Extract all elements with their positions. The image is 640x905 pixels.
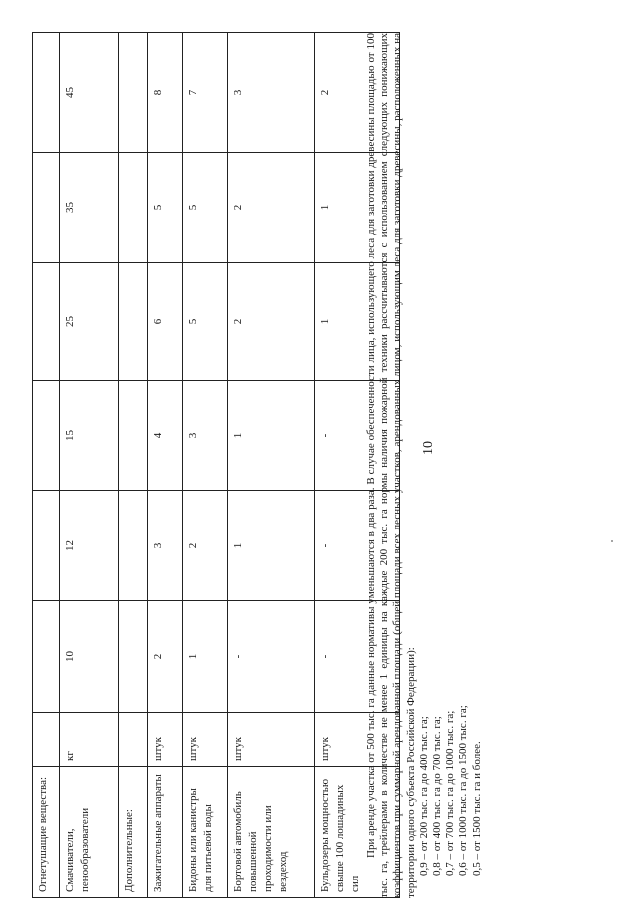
value-cell <box>119 601 148 713</box>
item-name: Зажигательные аппараты <box>148 767 183 898</box>
item-name: Бульдозеры мощностью свыше 100 лошадиных сил <box>315 767 400 898</box>
coefficient-item: 0,8 – от 400 тыс. га до 700 тыс. га; <box>431 716 444 876</box>
fire-equipment-table <box>32 32 400 898</box>
coefficient-list <box>418 33 484 898</box>
value-cell: 5 <box>183 263 228 381</box>
table-row <box>228 33 315 898</box>
value-cell: 12 <box>60 491 119 601</box>
unit-cell: штук <box>315 713 400 767</box>
value-cell: - <box>228 601 315 713</box>
value-cell: 15 <box>60 381 119 491</box>
coefficient-item: 0,7 – от 700 тыс. га до 1000 тыс. га; <box>444 710 457 876</box>
coefficient-item: 0,9 – от 200 тыс. га до 400 тыс. га; <box>417 716 430 876</box>
value-cell: 45 <box>60 33 119 153</box>
value-cell: 1 <box>228 491 315 601</box>
unit-cell: кг <box>60 713 119 767</box>
page-number: 10 <box>421 441 436 455</box>
note-paragraph: При аренде участка от 500 тыс. га данные нормативы уменьшаются в два раза. В случае обеспеченности лица, использующего леса для заготовки древесины площадью от 100 тыс. га, трейлерами в количестве не менее 1 единицы на каждые 200 тыс. га нормы наличия пожарной техники рассчитываются с использованием следующих понижающих коэффициентов при суммарной арендованной площади (общей площади всех лесных участков, арендованных лицом, использующим леса для заготовки древесины, расположенных на территории одного субъекта Российской Федерации): <box>365 33 417 898</box>
rotated-page-content <box>32 33 483 898</box>
value-cell <box>119 263 148 381</box>
value-cell: - <box>315 381 400 491</box>
value-cell: - <box>315 601 400 713</box>
value-cell: 2 <box>183 491 228 601</box>
coefficient-item: 0,6 – от 1000 тыс. га до 1500 тыс. га; <box>457 705 470 876</box>
section-label: Огнетушащие вещества: <box>33 767 60 898</box>
coefficient-item: 0,5 – от 1500 тыс. га и более. <box>470 741 483 876</box>
value-cell: 3 <box>148 491 183 601</box>
value-cell <box>119 381 148 491</box>
value-cell: 1 <box>315 263 400 381</box>
value-cell: 3 <box>183 381 228 491</box>
value-cell: 7 <box>183 33 228 153</box>
unit-cell <box>33 713 60 767</box>
section-label: Дополнительные: <box>119 767 148 898</box>
value-cell: 3 <box>228 33 315 153</box>
value-cell <box>119 491 148 601</box>
item-name: Бидоны или канистры для питьевой воды <box>183 767 228 898</box>
value-cell: 5 <box>183 153 228 263</box>
value-cell: 2 <box>148 601 183 713</box>
item-name: Смачиватели, пенообразователи <box>60 767 119 898</box>
value-cell: 4 <box>148 381 183 491</box>
table-body <box>33 33 400 898</box>
value-cell: 2 <box>228 263 315 381</box>
value-cell: 6 <box>148 263 183 381</box>
value-cell <box>33 491 60 601</box>
value-cell <box>33 33 60 153</box>
value-cell <box>33 381 60 491</box>
value-cell: - <box>315 491 400 601</box>
scan-speck <box>611 540 613 542</box>
value-cell <box>119 153 148 263</box>
value-cell <box>119 33 148 153</box>
table-note <box>365 33 484 898</box>
table-row <box>60 33 119 898</box>
value-cell: 5 <box>148 153 183 263</box>
unit-cell: штук <box>228 713 315 767</box>
value-cell <box>33 601 60 713</box>
unit-cell: штук <box>148 713 183 767</box>
value-cell: 25 <box>60 263 119 381</box>
value-cell: 10 <box>60 601 119 713</box>
unit-cell: штук <box>183 713 228 767</box>
value-cell: 2 <box>315 33 400 153</box>
value-cell: 35 <box>60 153 119 263</box>
unit-cell <box>119 713 148 767</box>
table-row <box>148 33 183 898</box>
value-cell: 2 <box>228 153 315 263</box>
value-cell <box>33 153 60 263</box>
value-cell: 1 <box>315 153 400 263</box>
value-cell: 8 <box>148 33 183 153</box>
section-row <box>33 33 60 898</box>
section-row <box>119 33 148 898</box>
value-cell: 1 <box>228 381 315 491</box>
value-cell <box>33 263 60 381</box>
value-cell: 1 <box>183 601 228 713</box>
item-name: Бортовой автомобиль повышенной проходимости или вездеход <box>228 767 315 898</box>
table-row <box>183 33 228 898</box>
